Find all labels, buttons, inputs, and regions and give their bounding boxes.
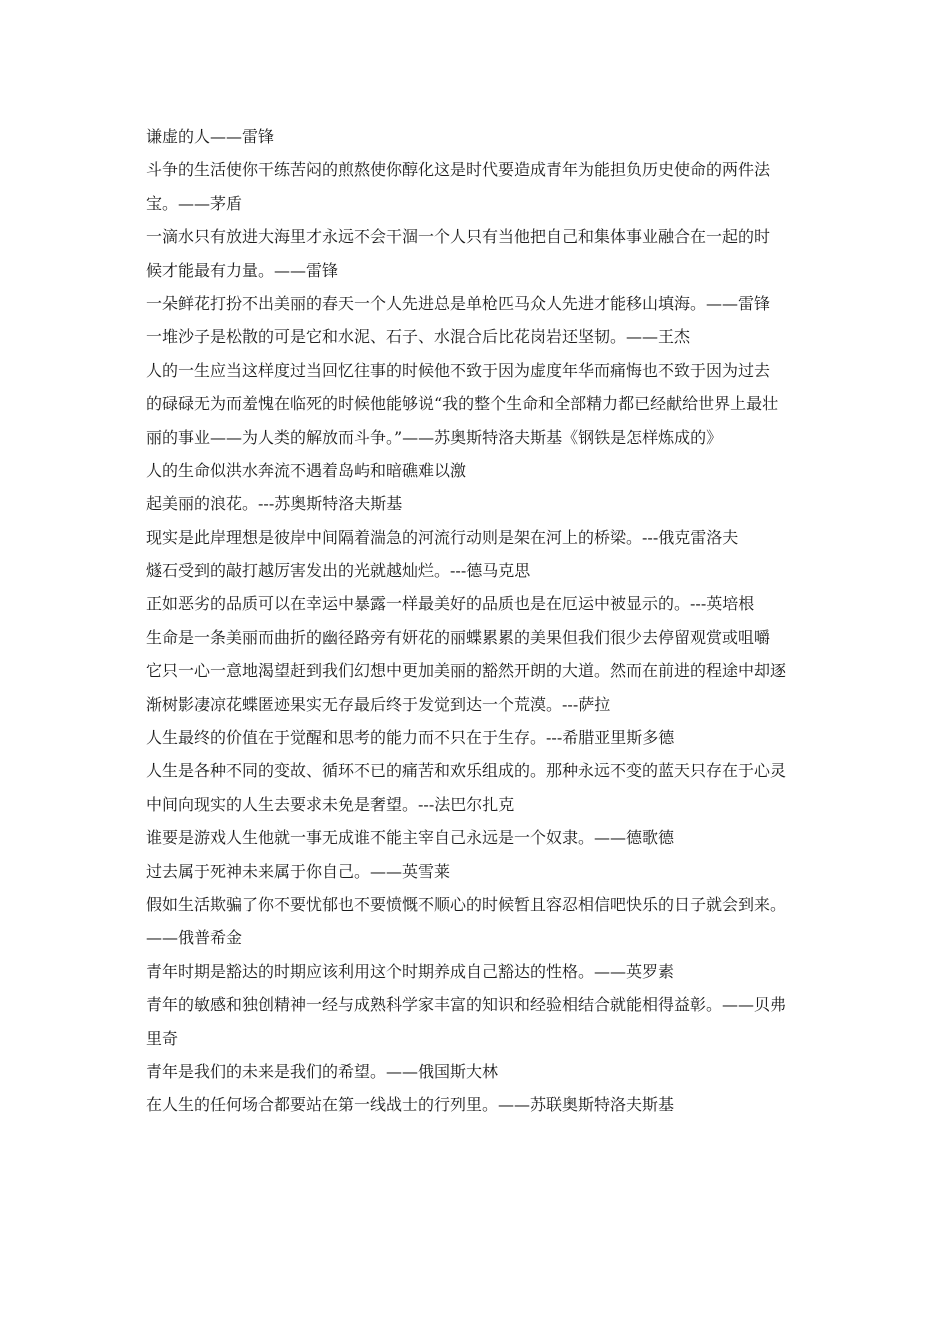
text-line: 青年的敏感和独创精神一经与成熟科学家丰富的知识和经验相结合就能相得益彰。——贝弗 xyxy=(146,995,787,1015)
text-line: 一滴水只有放进大海里才永远不会干涸一个人只有当他把自己和集体事业融合在一起的时 xyxy=(146,227,771,247)
text-line: 燧石受到的敲打越厉害发出的光就越灿烂。---德马克思 xyxy=(146,561,531,581)
text-line: 生命是一条美丽而曲折的幽径路旁有妍花的丽蝶累累的美果但我们很少去停留观赏或咀嚼 xyxy=(146,627,771,647)
text-line: 里奇 xyxy=(146,1028,179,1048)
text-line: 一堆沙子是松散的可是它和水泥、石子、水混合后比花岗岩还坚韧。——王杰 xyxy=(146,327,691,347)
text-line: 中间向现实的人生去要求未免是奢望。---法巴尔扎克 xyxy=(146,794,515,814)
text-line: 人的一生应当这样度过当回忆往事的时候他不致于因为虚度年华而痛悔也不致于因为过去 xyxy=(146,360,771,380)
text-line: 斗争的生活使你干练苦闷的煎熬使你醇化这是时代要造成青年为能担负历史使命的两件法 xyxy=(146,160,771,180)
text-line: 谁要是游戏人生他就一事无成谁不能主宰自己永远是一个奴隶。——德歌德 xyxy=(146,828,675,848)
text-line: 它只一心一意地渴望赶到我们幻想中更加美丽的豁然开朗的大道。然而在前进的程途中却逐 xyxy=(146,661,787,681)
text-line: 一朵鲜花打扮不出美丽的春天一个人先进总是单枪匹马众人先进才能移山填海。——雷锋 xyxy=(146,293,771,313)
text-line: 的碌碌无为而羞愧在临死的时候他能够说“我的整个生命和全部精力都已经献给世界上最壮 xyxy=(146,394,779,414)
text-line: 人的生命似洪水奔流不遇着岛屿和暗礁难以激 xyxy=(146,460,467,480)
text-line: 人生是各种不同的变故、循环不已的痛苦和欢乐组成的。那种永远不变的蓝天只存在于心灵 xyxy=(146,761,787,781)
text-line: ——俄普希金 xyxy=(146,928,243,948)
text-line: 起美丽的浪花。---苏奥斯特洛夫斯基 xyxy=(146,494,403,514)
text-line: 在人生的任何场合都要站在第一线战士的行列里。——苏联奥斯特洛夫斯基 xyxy=(146,1095,675,1115)
text-line: 渐树影凄凉花蝶匿迹果实无存最后终于发觉到达一个荒漠。---萨拉 xyxy=(146,694,611,714)
text-line: 青年时期是豁达的时期应该利用这个时期养成自己豁达的性格。——英罗素 xyxy=(146,961,675,981)
text-line: 候才能最有力量。——雷锋 xyxy=(146,260,339,280)
text-line: 过去属于死神未来属于你自己。——英雪莱 xyxy=(146,861,451,881)
text-line: 宝。——茅盾 xyxy=(146,193,243,213)
text-line: 假如生活欺骗了你不要忧郁也不要愤慨不顺心的时候暂且容忍相信吧快乐的日子就会到来。 xyxy=(146,894,787,914)
text-line: 谦虚的人——雷锋 xyxy=(146,127,275,146)
document-body xyxy=(146,120,814,1122)
text-line: 现实是此岸理想是彼岸中间隔着湍急的河流行动则是架在河上的桥梁。---俄克雷洛夫 xyxy=(146,527,739,547)
text-line: 青年是我们的未来是我们的希望。——俄国斯大林 xyxy=(146,1061,499,1081)
text-line: 人生最终的价值在于觉醒和思考的能力而不只在于生存。---希腊亚里斯多德 xyxy=(146,728,675,748)
text-line: 丽的事业——为人类的解放而斗争。”——苏奥斯特洛夫斯基《钢铁是怎样炼成的》 xyxy=(146,427,723,447)
text-line: 正如恶劣的品质可以在幸运中暴露一样最美好的品质也是在厄运中被显示的。---英培根 xyxy=(146,594,755,614)
